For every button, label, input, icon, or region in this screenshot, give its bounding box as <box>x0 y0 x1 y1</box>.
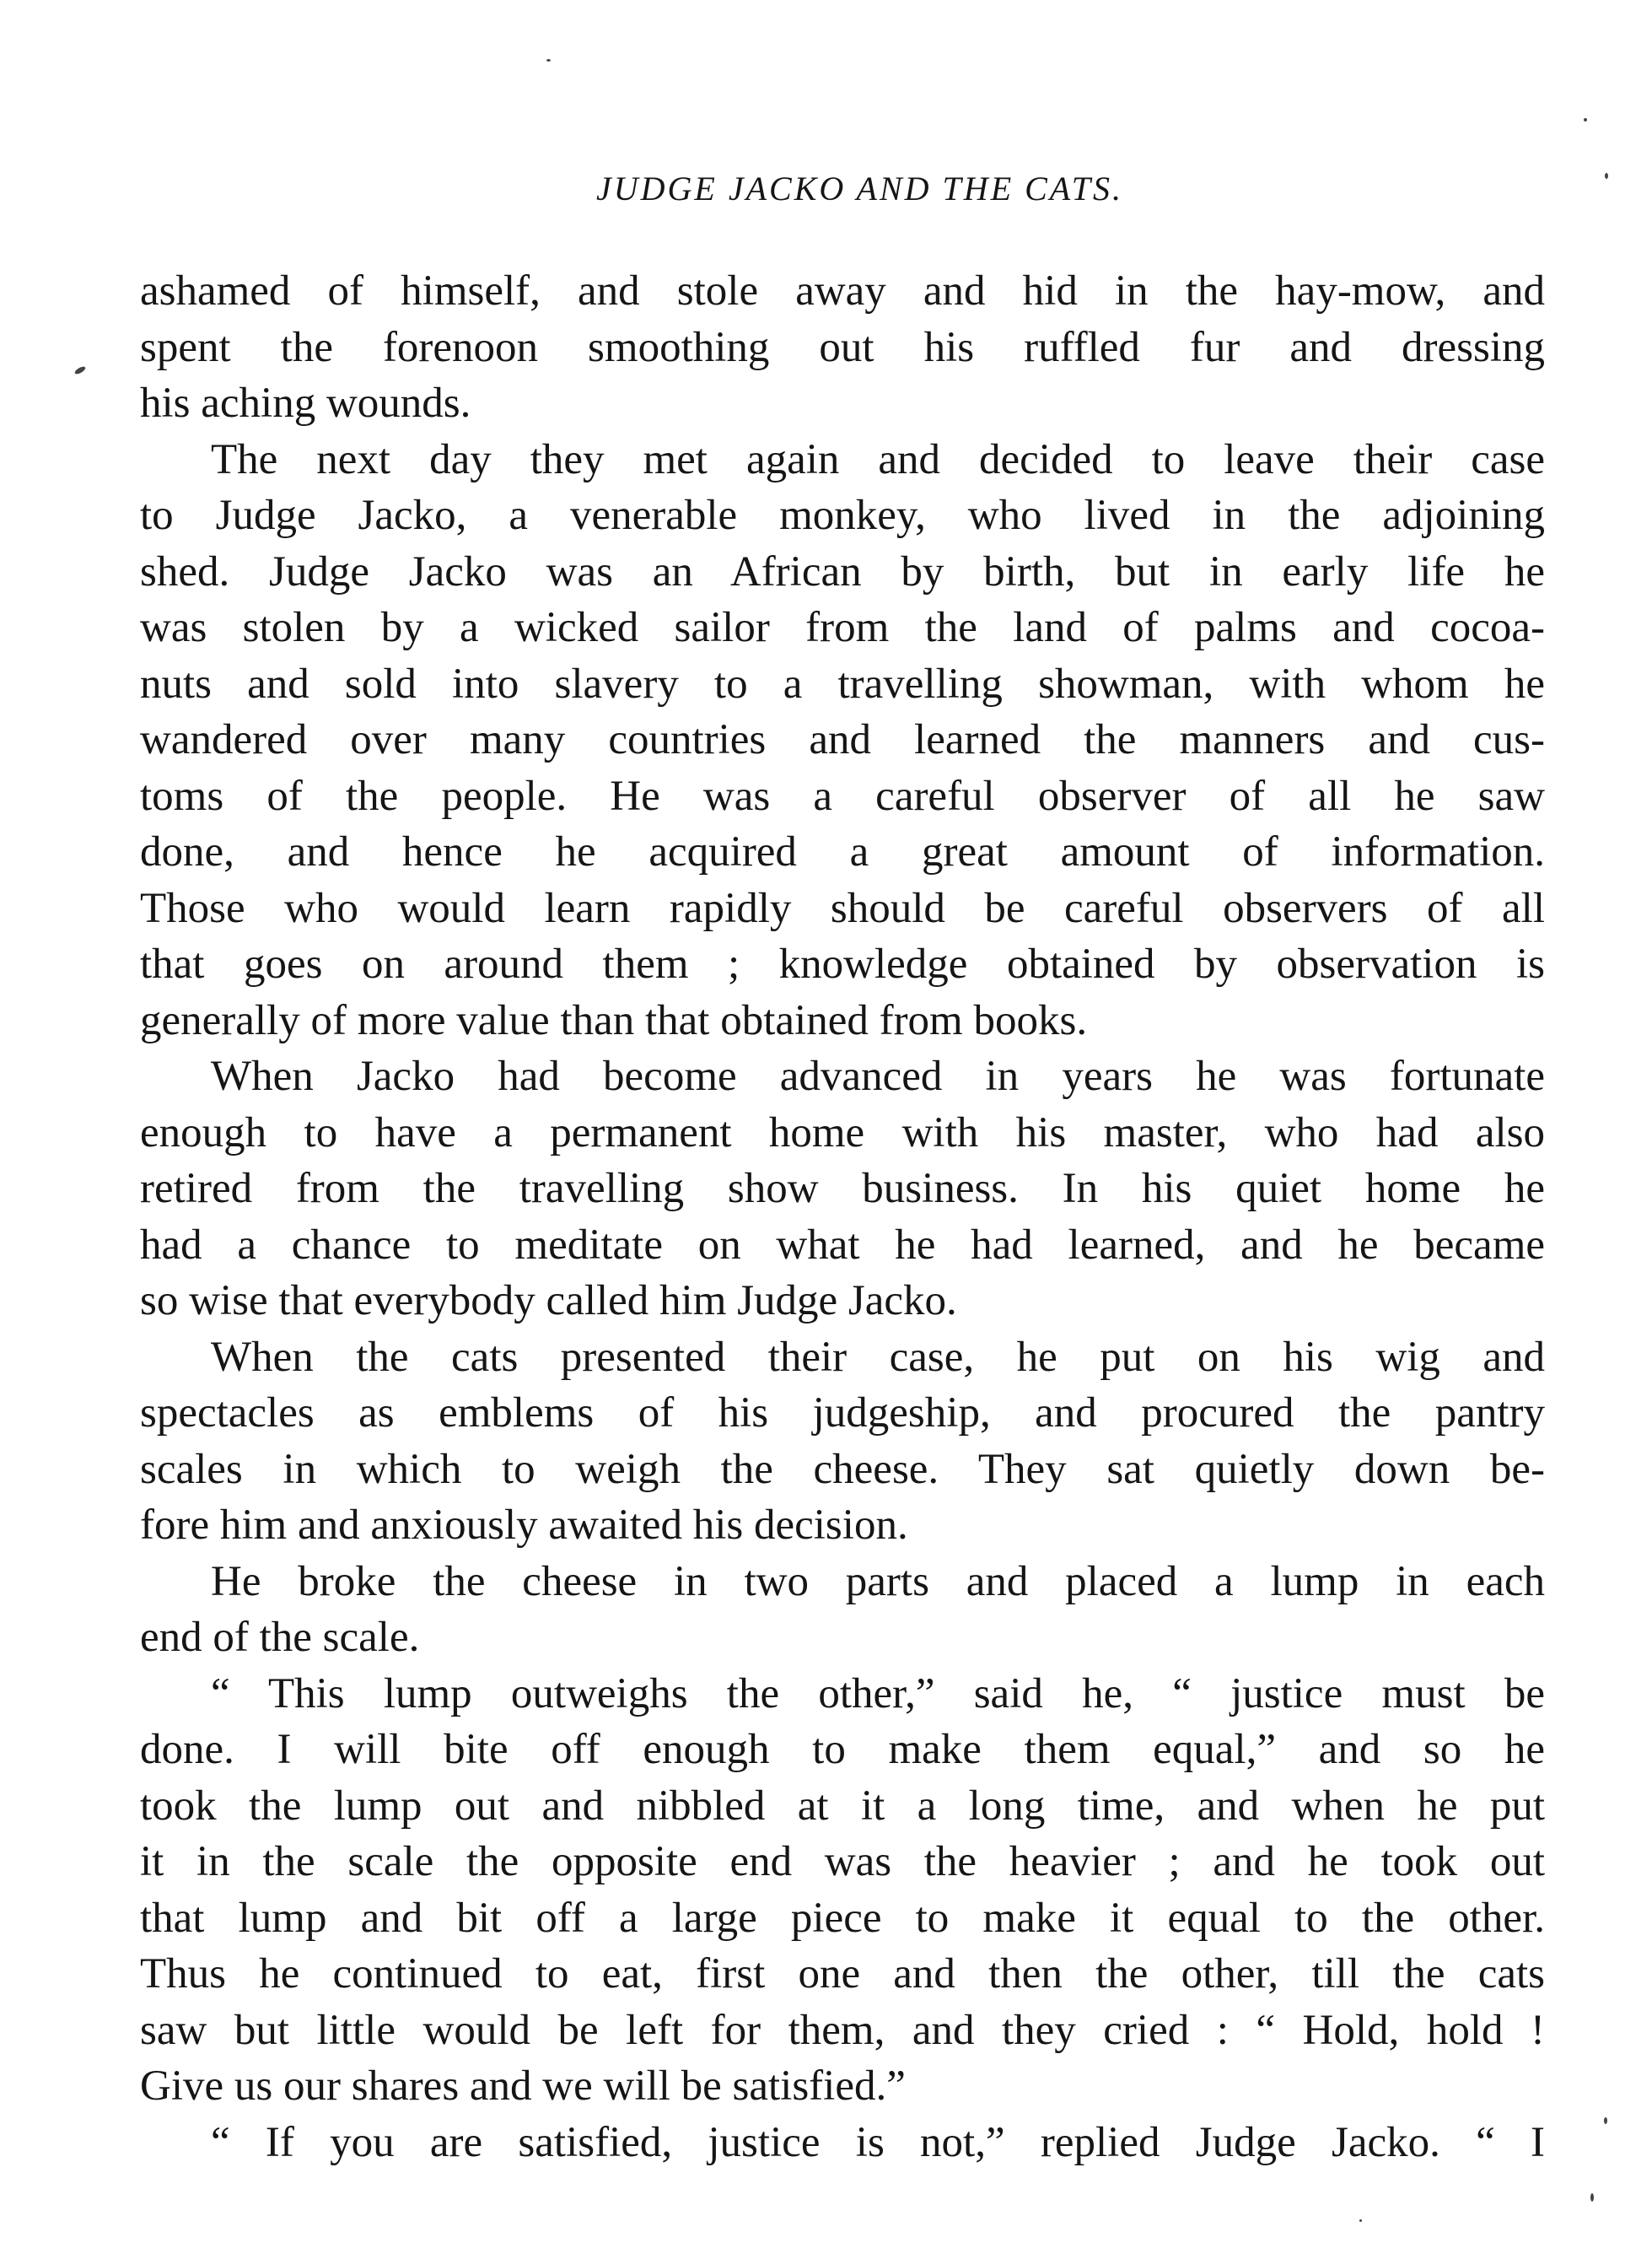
scan-speck <box>1590 2193 1594 2202</box>
body-text <box>140 263 1545 2170</box>
paragraph <box>140 1554 1545 1666</box>
paragraph <box>140 1049 1545 1329</box>
paragraph <box>140 1666 1545 2115</box>
running-head: JUDGE JACKO AND THE CATS. <box>596 170 1123 208</box>
scan-speck <box>1605 173 1608 179</box>
text-line: was stolen by a wicked sailor from the land of palms and cocoa- <box>140 604 1545 651</box>
text-line: Those who would learn rapidly should be careful observers of all <box>140 884 1545 932</box>
scan-speck <box>1604 2117 1607 2124</box>
text-line: shed. Judge Jacko was an African by birth, but in early life he <box>140 547 1545 596</box>
paragraph <box>140 2115 1545 2171</box>
text-line: The next day they met again and decided to leave their case <box>211 435 1545 483</box>
text-line: nuts and sold into slavery to a travelling showman, with whom he <box>140 660 1545 708</box>
text-line: took the lump out and nibbled at it a long time, and when he put <box>140 1782 1545 1830</box>
scan-speck <box>73 365 86 375</box>
text-line: Thus he continued to eat, first one and then the other, till the cats <box>140 1950 1545 1998</box>
text-line: spent the forenoon smoothing out his ruffled fur and dressing <box>140 323 1545 371</box>
paragraph <box>140 263 1545 432</box>
text-line: so wise that everybody called him Judge Jacko. <box>140 1277 957 1324</box>
text-line: ashamed of himself, and stole away and hid in the hay-mow, and <box>140 267 1545 315</box>
text-line: toms of the people. He was a careful observer of all he saw <box>140 772 1545 820</box>
text-line: “ If you are satisfied, justice is not,” replied Judge Jacko. “ I <box>211 2118 1545 2166</box>
text-line: “ This lump outweighs the other,” said he, “ justice must be <box>211 1669 1545 1717</box>
text-line: Give us our shares and we will be satisfied.” <box>140 2062 906 2110</box>
text-line: saw but little would be left for them, and they cried : “ Hold, hold ! <box>140 2006 1545 2054</box>
text-line: When Jacko had become advanced in years he was fortunate <box>211 1053 1545 1100</box>
text-line: wandered over many countries and learned the manners and cus- <box>140 716 1545 763</box>
text-line: retired from the travelling show business. In his quiet home he <box>140 1165 1545 1212</box>
text-line: spectacles as emblems of his judgeship, and procured the pantry <box>140 1389 1545 1437</box>
text-line: When the cats presented their case, he put on his wig and <box>211 1333 1545 1381</box>
text-line: done, and hence he acquired a great amount of information. <box>140 828 1545 876</box>
text-line: enough to have a permanent home with his master, who had also <box>140 1108 1545 1156</box>
scan-speck <box>546 59 551 62</box>
scan-speck <box>1584 118 1587 121</box>
text-line: his aching wounds. <box>140 380 471 427</box>
text-line: that goes on around them ; knowledge obtained by observation is <box>140 941 1545 988</box>
text-line: He broke the cheese in two parts and placed a lump in each <box>211 1557 1545 1605</box>
scan-speck <box>1359 2219 1362 2222</box>
text-line: scales in which to weigh the cheese. They sat quietly down be- <box>140 1445 1545 1493</box>
text-line: it in the scale the opposite end was the heavier ; and he took out <box>140 1838 1545 1885</box>
text-line: to Judge Jacko, a venerable monkey, who lived in the adjoining <box>140 492 1545 539</box>
text-line: end of the scale. <box>140 1614 420 1661</box>
text-line: generally of more value than that obtained from books. <box>140 996 1088 1044</box>
text-line: done. I will bite off enough to make them equal,” and so he <box>140 1726 1545 1773</box>
text-line: had a chance to meditate on what he had learned, and he became <box>140 1221 1545 1269</box>
paragraph <box>140 432 1545 1049</box>
text-line: fore him and anxiously awaited his decision. <box>140 1502 908 1549</box>
text-line: that lump and bit off a large piece to make it equal to the other. <box>140 1894 1545 1942</box>
paragraph <box>140 1329 1545 1554</box>
